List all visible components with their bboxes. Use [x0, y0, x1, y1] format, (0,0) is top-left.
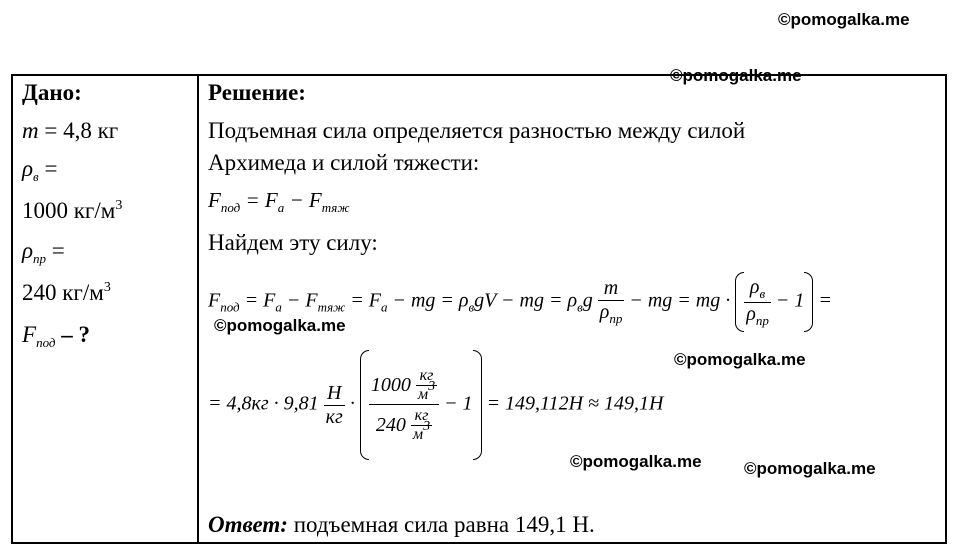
watermark: ©pomogalka.me: [670, 66, 802, 85]
given-rho-pr-value: [22, 280, 111, 306]
exponent: 3: [115, 198, 123, 213]
watermark: ©pomogalka.me: [674, 350, 806, 369]
equals-sign: =: [46, 238, 65, 263]
rho-subscript: в: [33, 169, 39, 184]
watermark: ©pomogalka.me: [778, 10, 910, 29]
watermark: ©pomogalka.me: [214, 316, 346, 335]
formula-calculation: = 4,8кг · 9,81 $\frac{Н}{кг}$ · 1000 $\frac{кг}{м^3}$ 240 $\frac{кг}{м^3}$ − 1 = 149,112Н ≈ 149,1Н: [208, 350, 663, 460]
equals-sign: =: [38, 156, 58, 181]
right-paren: [473, 350, 482, 460]
given-rho-pr: [22, 238, 65, 267]
fraction-m-rho: $\frac{m}{\rho_{пр}}$: [599, 277, 623, 326]
column-divider: [197, 74, 199, 544]
mass-value: = 4,8 кг: [38, 118, 119, 143]
fraction-density-ratio: 1000 $\frac{кг}{м^3}$ 240 $\frac{кг}{м^3}$: [369, 367, 439, 444]
solution-text-line2: Архимеда и силой тяжести:: [208, 150, 480, 175]
rho-symbol: ρ: [22, 238, 34, 263]
formula-lift-force: $F_{под} = F_а - F_{тяж}$: [208, 188, 350, 215]
given-rho-water-value: [22, 198, 122, 224]
answer-label: Ответ:: [208, 512, 288, 537]
given-find: [22, 322, 90, 351]
solution-text-line1: Подъемная сила определяется разностью между силой: [208, 118, 746, 143]
force-symbol: F: [22, 322, 37, 347]
fraction-n-kg: $\frac{Н}{кг}$: [325, 381, 343, 428]
watermark: ©pomogalka.me: [570, 452, 702, 471]
rho-water-value: 1000 кг/м: [22, 198, 116, 223]
question-mark: – ?: [55, 322, 90, 347]
formula-derivation: $F_{под} = F_а - F_{тяж} = F_а$ − mg = $\rho_вgV$ − mg = $\rho_вg$ $\frac{m}{\rho_{пр}}$ − mg = mg · $\frac{\rho_в}{\rho_{пр}}$ − 1 =: [208, 272, 832, 332]
exponent: 3: [103, 280, 111, 295]
answer-line: [208, 512, 595, 538]
given-rho-water: [22, 156, 57, 185]
given-mass: [22, 118, 118, 144]
rho-pr-value: 240 кг/м: [22, 280, 104, 305]
solution-title: Решение:: [208, 80, 306, 105]
left-paren: [360, 350, 369, 460]
rho-symbol: ρ: [22, 156, 34, 181]
solution-find-text: Найдем эту силу:: [208, 230, 378, 255]
fraction-rho-ratio: $\frac{\rho_в}{\rho_{пр}}$: [746, 275, 769, 328]
rho-subscript: пр: [33, 251, 47, 266]
left-paren: [735, 272, 744, 332]
force-subscript: под: [36, 335, 56, 350]
given-title: Дано:: [22, 80, 82, 105]
answer-text: подъемная сила равна 149,1 Н.: [287, 512, 595, 537]
watermark: ©pomogalka.me: [744, 459, 876, 478]
mass-symbol: m: [22, 118, 39, 143]
right-paren: [804, 272, 813, 332]
